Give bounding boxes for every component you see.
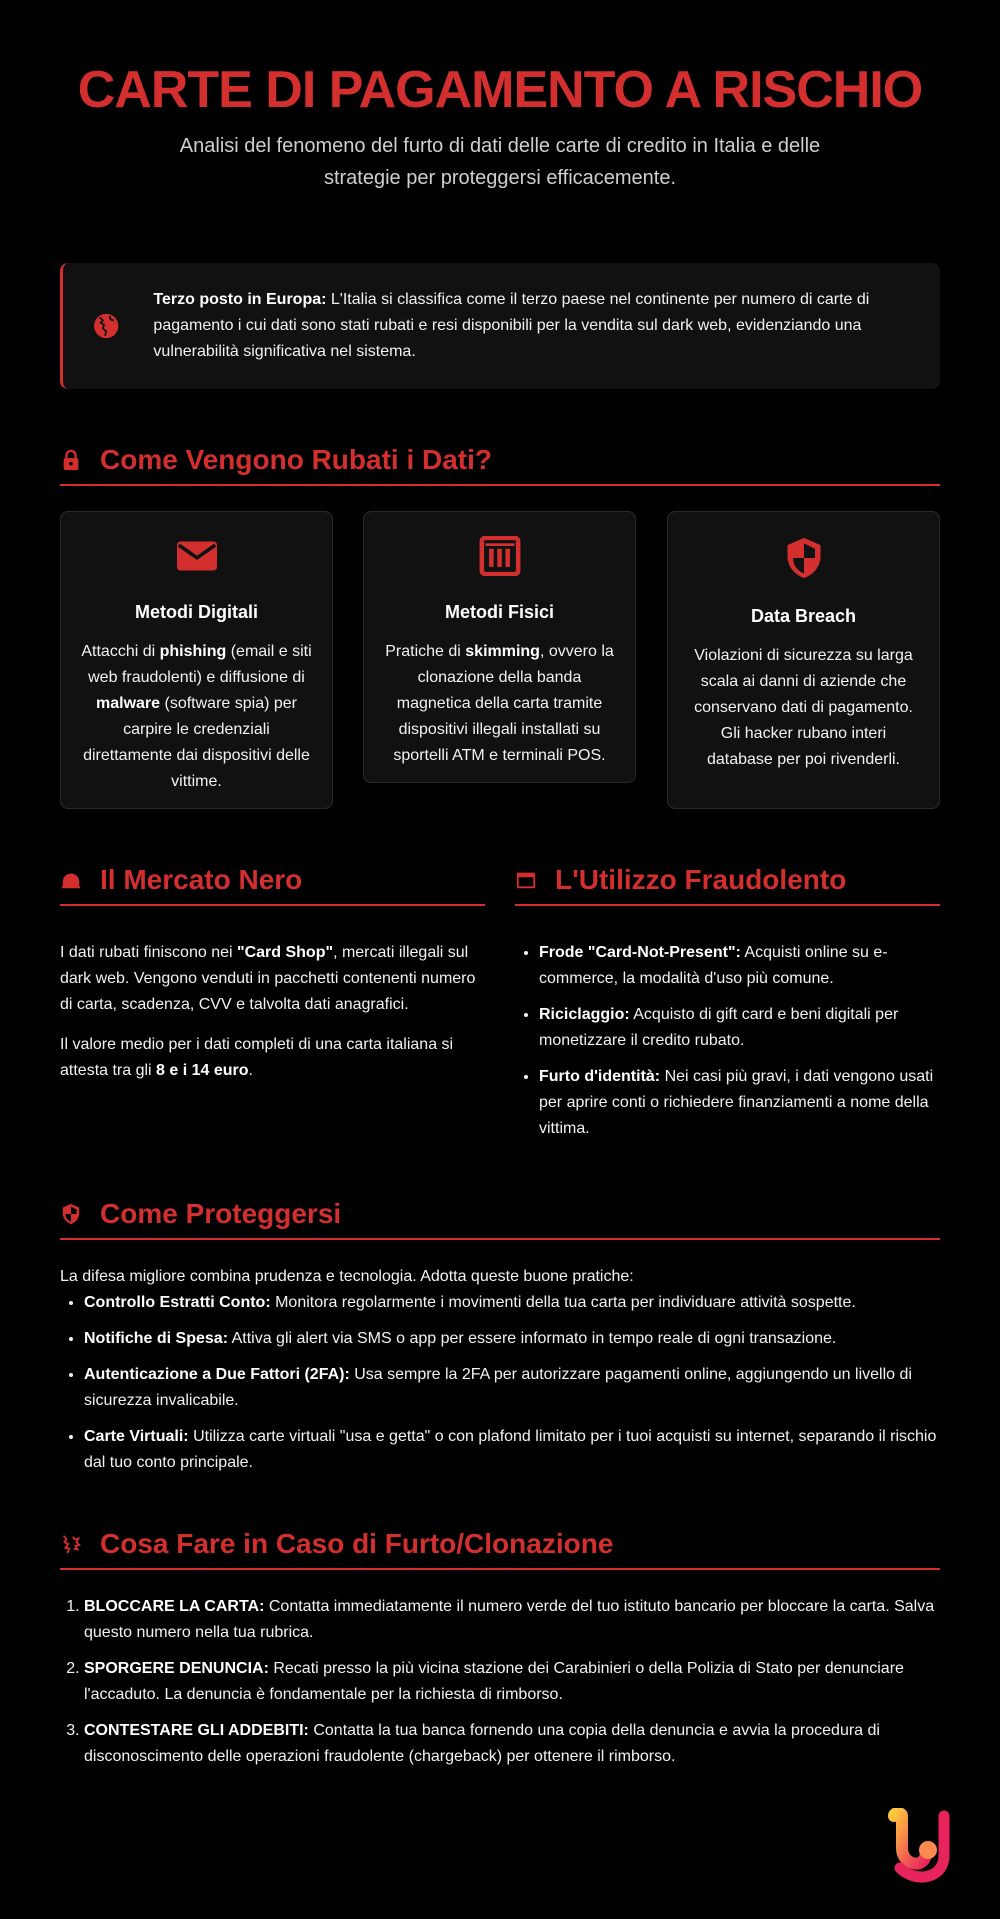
- list-item: • Furto d'identità: Nei casi più gravi, i dati vengono usati per aprire conti o richiedere finanziamenti a nome della vittima.: [539, 1064, 940, 1142]
- section-title: Come Proteggersi: [100, 1198, 342, 1229]
- lock-icon: [60, 449, 82, 471]
- card-text: Pratiche di skimming, ovvero la clonazione della banda magnetica della carta tramite dispositivi illegali installati su sportelli ATM e terminali POS.: [385, 643, 614, 764]
- section-heading-fraud: [515, 856, 940, 906]
- card-physical: [363, 511, 636, 783]
- card-title: Data Breach: [750, 606, 857, 626]
- card-title: Metodi Digitali: [135, 602, 258, 622]
- list-item: • Notifiche di Spesa: Attiva gli alert via SMS o app per essere informato in tempo reale di ogni transazione.: [84, 1326, 940, 1352]
- fraud-list: [515, 940, 940, 1152]
- list-item: • Controllo Estratti Conto: Monitora regolarmente i movimenti della tua carta per individuare attività sospette.: [84, 1290, 940, 1316]
- list-item: • Riciclaggio: Acquisto di gift card e beni digitali per monetizzare il credito rubato.: [539, 1002, 940, 1054]
- intro-text: La difesa migliore combina prudenza e tecnologia. Adotta queste buone pratiche:: [60, 1268, 634, 1285]
- globe-icon: [93, 296, 119, 356]
- paragraph: Il valore medio per i dati completi di una carta italiana si attesta tra gli 8 e i 14 euro.: [60, 1036, 454, 1079]
- page-title: CARTE DI PAGAMENTO A RISCHIO: [77, 61, 923, 119]
- black-market-text: [60, 940, 485, 1098]
- section-heading-theft-response: [60, 1520, 940, 1570]
- window-icon: [515, 869, 537, 891]
- brand-logo-icon: [886, 1808, 956, 1884]
- card-digital: [60, 511, 333, 809]
- card-title: Metodi Fisici: [444, 602, 554, 622]
- info-text: Terzo posto in Europa: L'Italia si classifica come il terzo paese nel continente per numero di carte di pagamento i cui dati sono stati rubati e resi disponibili per la vendita sul dark web, evidenziando una vulnerabilità significativa nel sistema.: [153, 291, 870, 360]
- section-title: Il Mercato Nero: [100, 864, 303, 895]
- card-text: Violazioni di sicurezza su larga scala ai danni di aziende che conservano dati di pagamento. Gli hacker rubano interi database per poi rivenderli.: [694, 647, 913, 768]
- envelope-icon: [175, 536, 219, 576]
- section-heading-protect: [60, 1190, 940, 1240]
- list-item: 1. BLOCCARE LA CARTA: Contatta immediatamente il numero verde del tuo istituto bancario per bloccare la carta. Salva questo numero nella tua rubrica.: [84, 1594, 940, 1646]
- section-title: L'Utilizzo Fraudolento: [555, 864, 847, 895]
- list-item: 3. CONTESTARE GLI ADDEBITI: Contatta la tua banca fornendo una copia della denuncia e avvia la procedura di disconoscimento delle operazioni fraudolente (chargeback) per ottenere il rimborso.: [84, 1718, 940, 1770]
- list-item: • Frode "Card-Not-Present": Acquisti online su e-commerce, la modalità d'uso più comune.: [539, 940, 940, 992]
- list-item: • Carte Virtuali: Utilizza carte virtuali "usa e getta" o con plafond limitato per i tuoi acquisti su internet, separando il rischio dal tuo conto principale.: [84, 1424, 940, 1476]
- list-item: • Autenticazione a Due Fattori (2FA): Usa sempre la 2FA per autorizzare pagamenti online, aggiungendo un livello di sicurezza invalicabile.: [84, 1362, 940, 1414]
- response-steps: [60, 1594, 940, 1780]
- card-reader-icon: [478, 536, 522, 576]
- page-subtitle: Analisi del fenomeno del furto di dati delle carte di credito in Italia e delle strategie per proteggersi efficacemente.: [179, 135, 821, 189]
- card-breach: [667, 511, 940, 809]
- protect-content: [60, 1264, 940, 1486]
- info-callout: [60, 263, 940, 389]
- section-heading-black-market: [60, 856, 485, 906]
- section-title: Come Vengono Rubati i Dati?: [100, 444, 493, 475]
- hat-icon: [60, 869, 82, 891]
- shield-icon: [782, 536, 826, 580]
- section-heading-theft: [60, 436, 940, 486]
- card-text: Attacchi di phishing (email e siti web fraudolenti) e diffusione di malware (software spia) per carpire le credenziali direttamente dai dispositivi delle vittime.: [81, 643, 312, 790]
- alert-icon: [60, 1533, 82, 1555]
- section-title: Cosa Fare in Caso di Furto/Clonazione: [100, 1528, 614, 1559]
- shield-icon: [60, 1203, 82, 1225]
- paragraph: I dati rubati finiscono nei "Card Shop", mercati illegali sul dark web. Vengono venduti in pacchetti contenenti numero di carta, scadenza, CVV e talvolta dati anagrafici.: [60, 944, 476, 1013]
- list-item: 2. SPORGERE DENUNCIA: Recati presso la più vicina stazione dei Carabinieri o della Polizia di Stato per denunciare l'accaduto. La denuncia è fondamentale per la richiesta di rimborso.: [84, 1656, 940, 1708]
